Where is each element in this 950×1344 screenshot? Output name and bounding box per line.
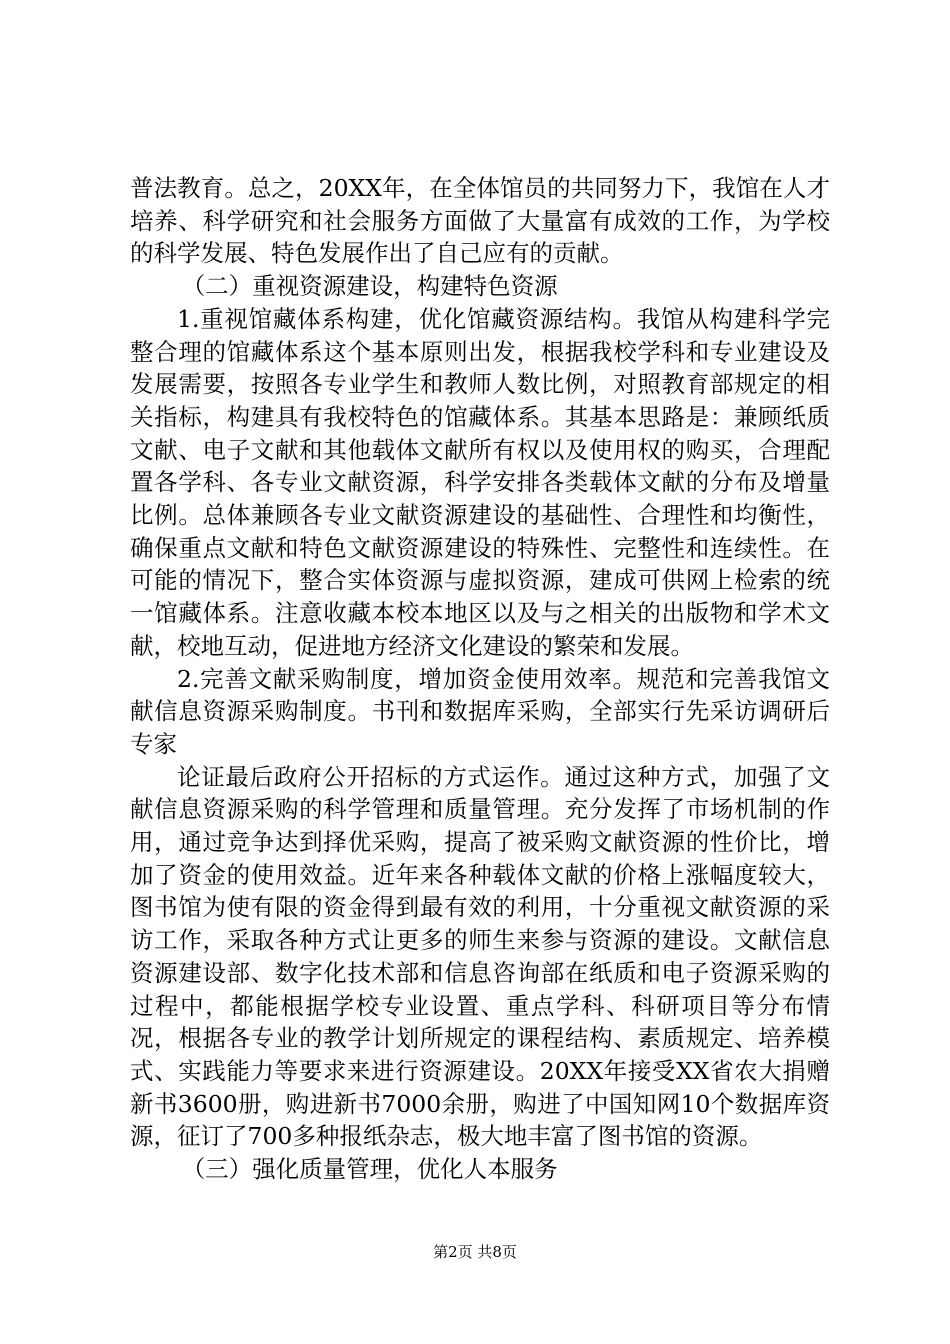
paragraph-collection-system: 1.重视馆藏体系构建，优化馆藏资源结构。我馆从构建科学完整合理的馆藏体系这个基本原则出发，根据我校学科和专业建设及发展需要，按照各专业学生和教师人数比例，对照教育部规定的相关指标，构建具有我校特色的馆藏体系。其基本思路是：兼顾纸质文献、电子文献和其他载体文献所有权以及使用权的购买，合理配置各学科、各专业文献资源，科学安排各类载体文献的分布及增量比例。总体兼顾各专业文献资源建设的基础性、合理性和均衡性，确保重点文献和特色文献资源建设的特殊性、完整性和连续性。在可能的情况下，整合实体资源与虚拟资源，建成可供网上检索的统一馆藏体系。注意收藏本校本地区以及与之相关的出版物和学术文献，校地互动，促进地方经济文化建设的繁荣和发展。 — [130, 304, 830, 660]
document-body — [130, 172, 830, 1186]
page-footer: 第2页 共8页 — [433, 1243, 517, 1261]
section-heading-2: （二）重视资源建设，构建特色资源 — [181, 272, 558, 301]
paragraph-procurement-details: 论证最后政府公开招标的方式运作。通过这种方式，加强了文献信息资源采购的科学管理和质量管理。充分发挥了市场机制的作用，通过竞争达到择优采购，提高了被采购文献资源的性价比，增加了资金的使用效益。近年来各种载体文献的价格上涨幅度较大，图书馆为使有限的资金得到最有效的利用，十分重视文献资源的采访工作，采取各种方式让更多的师生来参与资源的建设。文献信息资源建设部、数字化技术部和信息咨询部在纸质和电子资源采购的过程中，都能根据学校专业设置、重点学科、科研项目等分布情况，根据各专业的教学计划所规定的课程结构、素质规定、培养模式、实践能力等要求来进行资源建设。20XX年接受XX省农大捐赠新书3600册，购进新书7000余册，购进了中国知网10个数据库资源，征订了700多种报纸杂志，极大地丰富了图书馆的资源。 — [130, 762, 830, 1151]
paragraph-procurement-system: 2.完善文献采购制度，增加资金使用效率。规范和完善我馆文献信息资源采购制度。书刊和数据库采购，全部实行先采访调研后专家 — [130, 664, 830, 758]
paragraph-continuation: 普法教育。总之，20XX年，在全体馆员的共同努力下，我馆在人才培养、科学研究和社会服务方面做了大量富有成效的工作，为学校的科学发展、特色发展作出了自己应有的贡献。 — [130, 174, 830, 268]
section-heading-3: （三）强化质量管理，优化人本服务 — [181, 1155, 558, 1184]
